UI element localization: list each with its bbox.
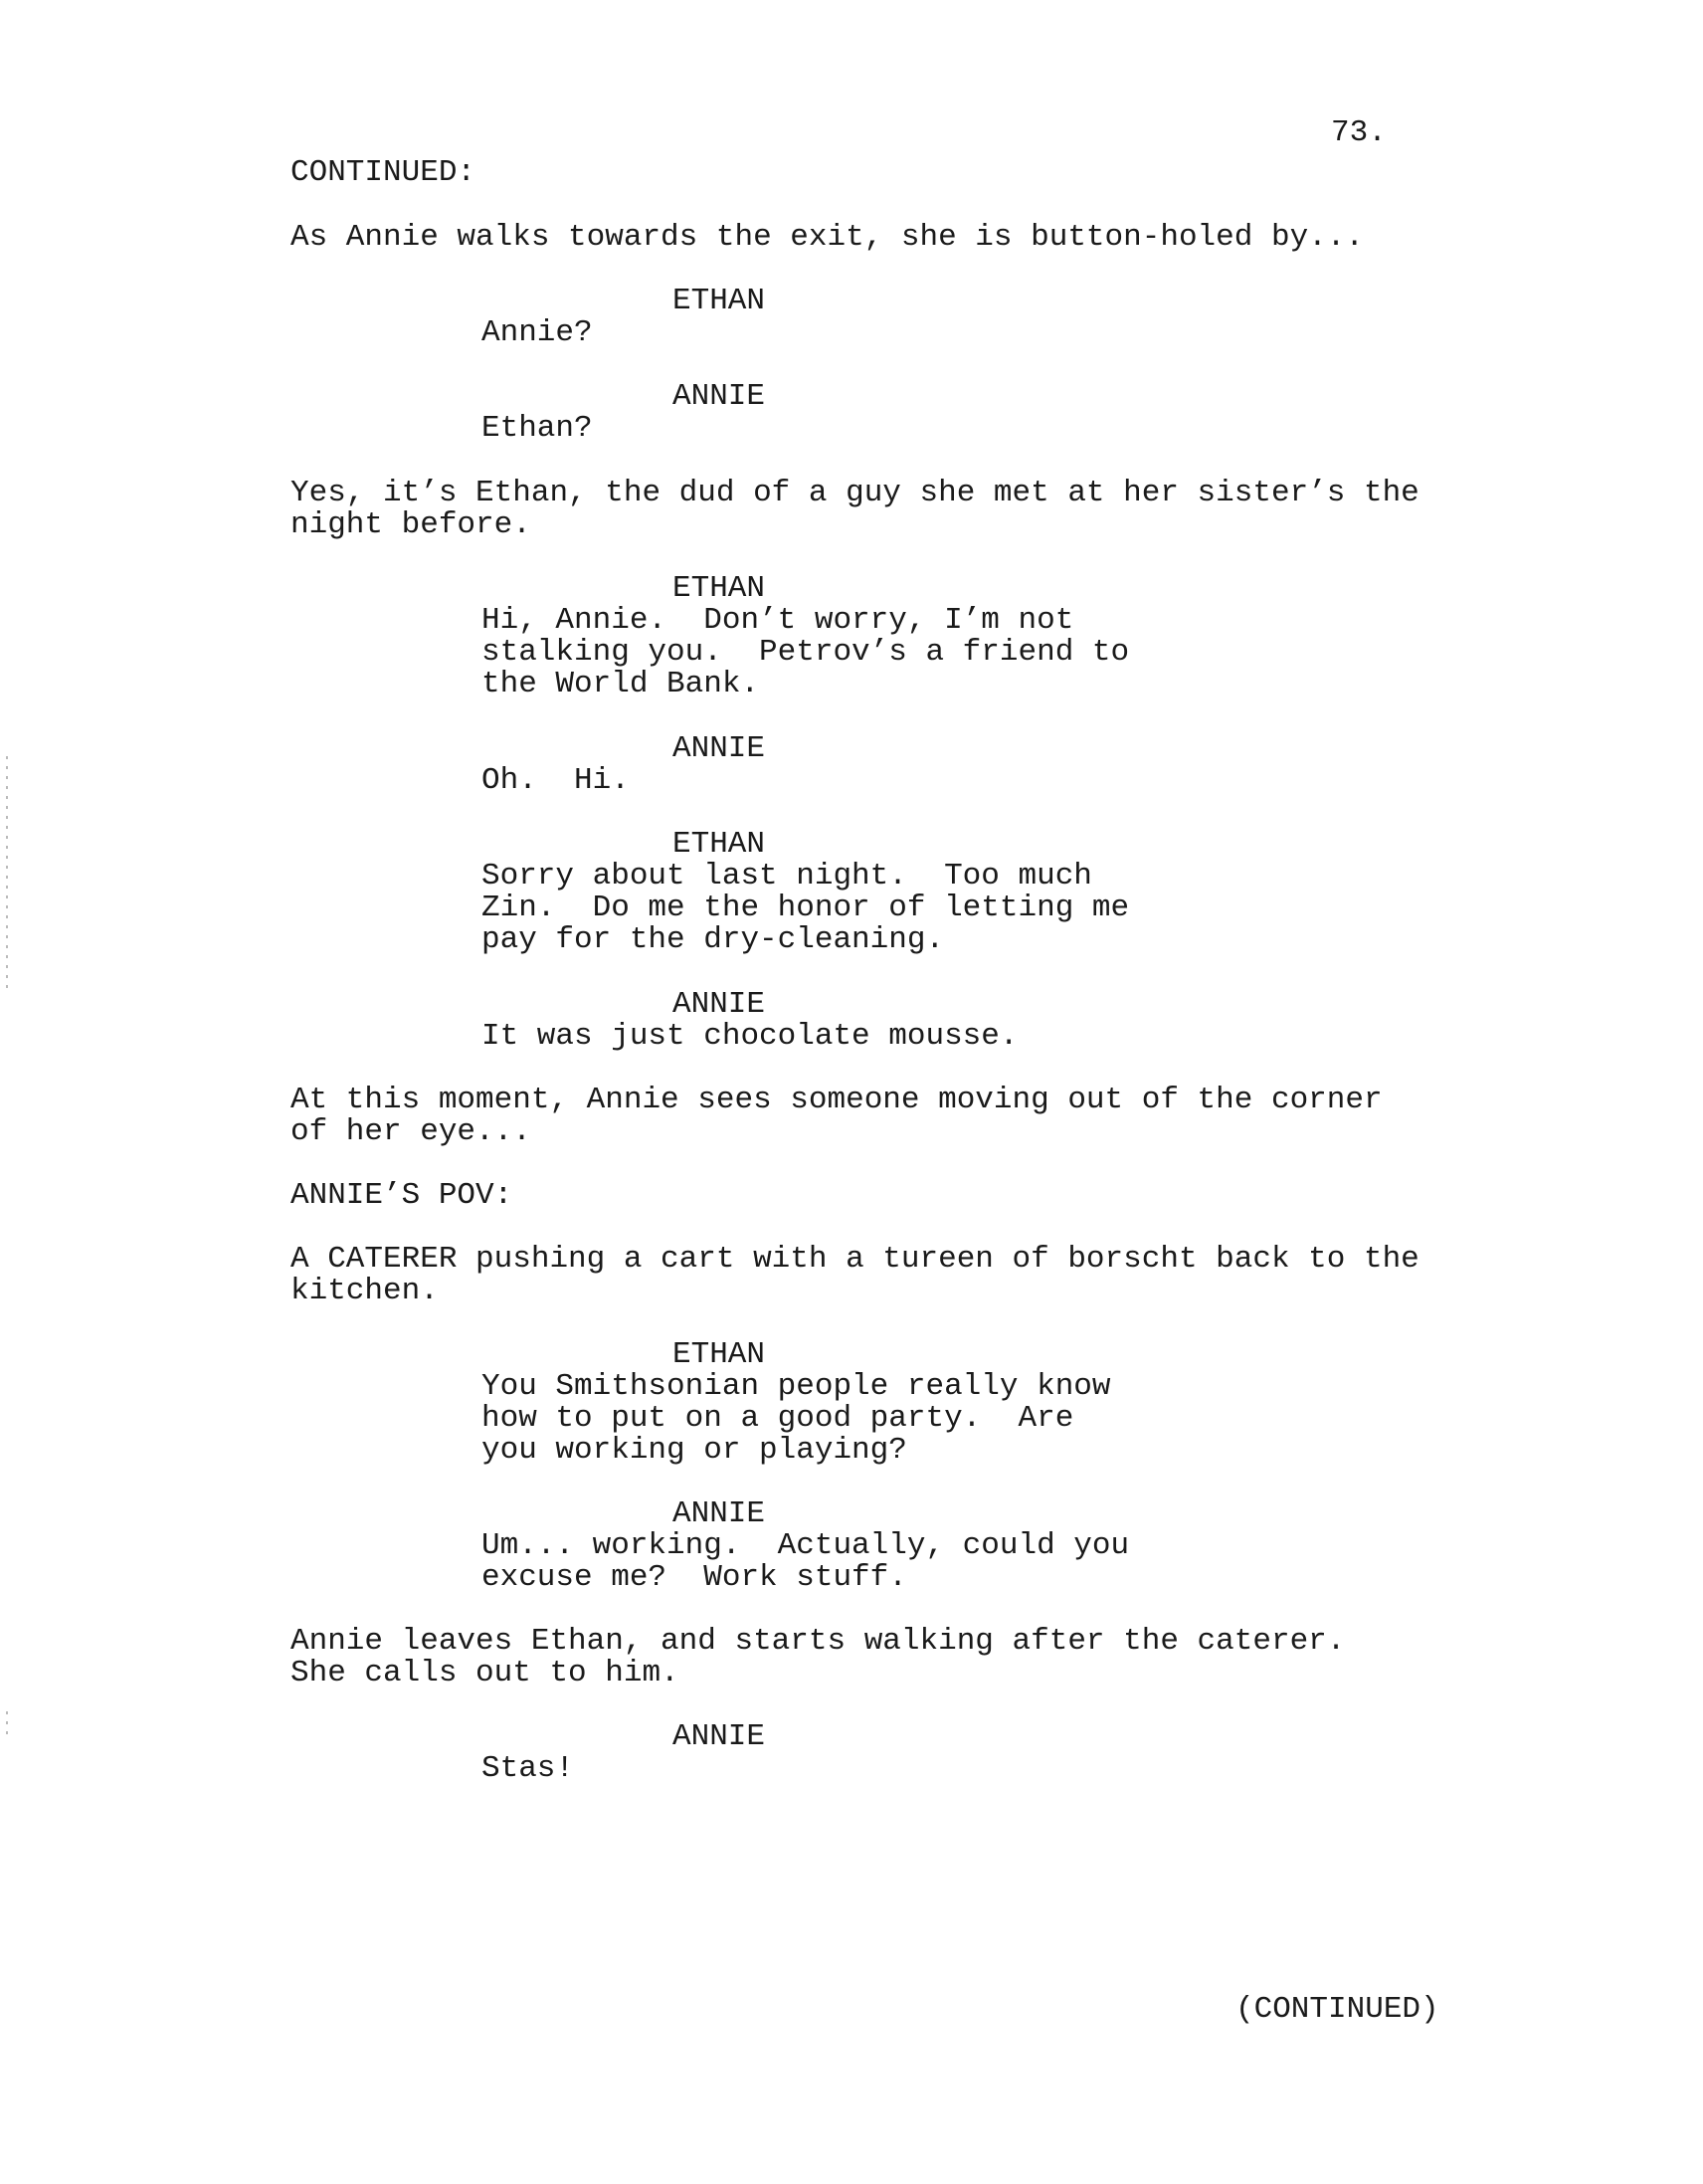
character-name [672,1339,765,1371]
character-cue: ETHAN [672,571,766,606]
dialogue-text: excuse me? Work stuff. [481,1560,907,1595]
binding-margin-mark [6,1711,8,1741]
action-text: A CATERER pushing a cart with a tureen of borscht back to the [290,1242,1419,1277]
dialogue-text: the World Bank. [481,667,760,701]
action-text: At this moment, Annie sees someone moving out of the corner [290,1083,1383,1117]
character-cue: ANNIE [672,1496,766,1531]
dialogue-block [481,605,1129,700]
dialogue-text: you working or playing? [481,1433,907,1468]
dialogue-text: Hi, Annie. Don’t worry, I’m not [481,603,1074,638]
continued-header: CONTINUED: [290,155,476,190]
action-text: night before. [290,507,531,542]
action-line [290,1085,1383,1148]
dialogue-text: Sorry about last night. Too much [481,859,1092,893]
action-line [290,222,1364,254]
dialogue-text: how to put on a good party. Are [481,1401,1074,1436]
dialogue-text: Oh. Hi. [481,763,630,798]
character-cue: ANNIE [672,379,766,414]
dialogue-block [481,413,593,445]
dialogue-text: stalking you. Petrov’s a friend to [481,635,1130,670]
binding-margin-mark [6,756,8,995]
dialogue-text: You Smithsonian people really know [481,1369,1111,1404]
character-name [672,733,765,765]
dialogue-text: Um... working. Actually, could you [481,1528,1130,1563]
dialogue-block [481,317,593,349]
character-name [672,573,765,605]
dialogue-text: Zin. Do me the honor of letting me [481,891,1130,925]
action-text: Annie leaves Ethan, and starts walking after the caterer. [290,1624,1346,1659]
character-name [672,1498,765,1530]
action-line [290,1626,1345,1689]
character-cue: ETHAN [672,827,766,862]
character-name [672,989,765,1021]
action-line [290,1180,512,1212]
character-name [672,829,765,861]
dialogue-block [481,861,1129,956]
action-text: As Annie walks towards the exit, she is button-holed by... [290,220,1364,255]
action-text: Yes, it’s Ethan, the dud of a guy she met at her sister’s the [290,476,1419,510]
action-line [290,1244,1419,1307]
continued-footer: (CONTINUED) [1235,1992,1439,2027]
character-cue: ANNIE [672,731,766,766]
character-name [672,381,765,413]
action-text: of her eye... [290,1114,531,1149]
action-line [290,478,1419,541]
character-cue: ANNIE [672,1719,766,1754]
action-text: She calls out to him. [290,1656,679,1690]
action-text: ANNIE’S POV: [290,1178,513,1213]
dialogue-block [481,765,630,797]
character-name [672,1721,765,1753]
character-name [672,286,765,317]
dialogue-block [481,1753,574,1785]
character-cue: ETHAN [672,284,766,318]
dialogue-block [481,1371,1111,1467]
dialogue-text: Stas! [481,1751,575,1786]
dialogue-block [481,1021,1019,1053]
character-cue: ANNIE [672,987,766,1022]
page-number: 73. [1331,115,1387,150]
dialogue-text: Annie? [481,315,593,350]
character-cue: ETHAN [672,1337,766,1372]
dialogue-text: Ethan? [481,411,593,446]
dialogue-text: pay for the dry-cleaning. [481,922,945,957]
dialogue-block [481,1530,1129,1594]
action-text: kitchen. [290,1274,439,1308]
dialogue-text: It was just chocolate mousse. [481,1019,1019,1054]
